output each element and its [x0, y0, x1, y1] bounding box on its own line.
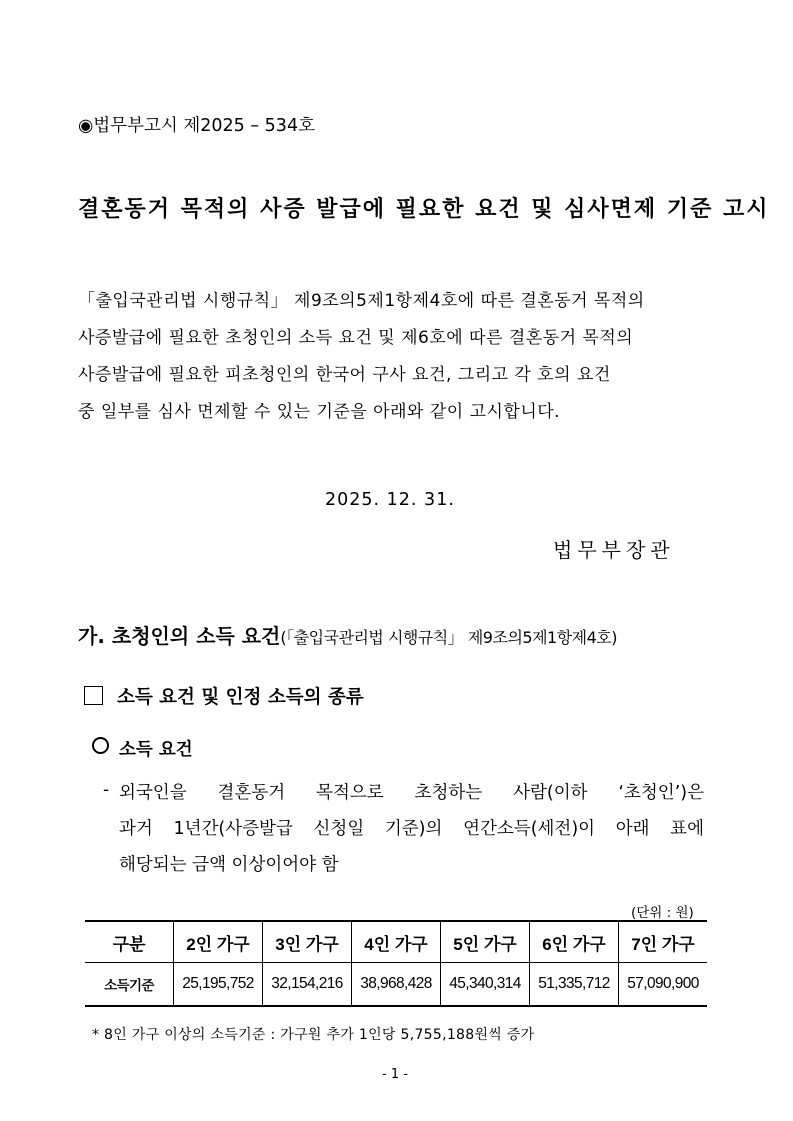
table-header-row [85, 921, 707, 963]
table-header-cell: 7인 가구 [619, 921, 708, 963]
notice-title: 결혼동거 목적의 사증 발급에 필요한 요건 및 심사면제 기준 고시 [78, 197, 770, 222]
table-header-cell: 6인 가구 [530, 921, 619, 963]
table-header-cell: 5인 가구 [441, 921, 530, 963]
signer: 법무부장관 [553, 538, 675, 562]
notice-date: 2025. 12. 31. [325, 490, 455, 510]
unit-note: (단위 : 원) [631, 905, 694, 921]
footnote: * 8인 가구 이상의 소득기준 : 가구원 추가 1인당 5,755,188원씩 증가 [92, 1027, 535, 1043]
table-cell: 51,335,712 [530, 963, 619, 1007]
section-reference: (「출입국관리법 시행규칙」 제9조의5제1항제4호) [280, 628, 618, 647]
paragraph-line: 해당되는 금액 이상이어야 함 [119, 855, 339, 875]
notice-number: ◉법무부고시 제2025 – 534호 [78, 116, 315, 136]
table-cell: 32,154,216 [263, 963, 352, 1007]
table-header-cell: 2인 가구 [174, 921, 263, 963]
item-heading-text: 소득 요건 [119, 740, 193, 760]
dash-bullet: - [103, 780, 110, 800]
circle-bullet-icon [92, 737, 109, 754]
square-bullet-icon [84, 686, 103, 705]
intro-line: 「출입국관리법 시행규칙」 제9조의5제1항제4호에 따른 결혼동거 목적의 [78, 291, 645, 311]
table-header-cell: 3인 가구 [263, 921, 352, 963]
subheading-text: 소득 요건 및 인정 소득의 종류 [117, 687, 364, 708]
intro-line: 중 일부를 심사 면제할 수 있는 기준을 아래와 같이 고시합니다. [78, 402, 561, 422]
page-number: - 1 - [382, 1067, 408, 1082]
income-table [85, 920, 707, 1007]
intro-paragraph [78, 283, 718, 431]
section-heading [78, 620, 617, 649]
item-heading [92, 736, 193, 761]
paragraph-line: 과거 1년간(사증발급 신청일 기준)의 연간소득(세전)이 아래 표에 [119, 819, 704, 839]
intro-line: 사증발급에 필요한 피초청인의 한국어 구사 요건, 그리고 각 호의 요건 [78, 365, 611, 385]
requirement-paragraph [119, 775, 704, 883]
table-cell: 25,195,752 [174, 963, 263, 1007]
section-title: 가. 초청인의 소득 요건 [78, 624, 281, 648]
table-header-cell: 4인 가구 [352, 921, 441, 963]
intro-line: 사증발급에 필요한 초청인의 소득 요건 및 제6호에 따른 결혼동거 목적의 [78, 328, 634, 348]
table-row-label: 소득기준 [85, 963, 174, 1007]
table-header-cell: 구분 [85, 921, 174, 963]
paragraph-line: 외국인을 결혼동거 목적으로 초청하는 사람(이하 ‘초청인’)은 [119, 783, 704, 803]
table-cell: 57,090,900 [619, 963, 708, 1007]
table-cell: 38,968,428 [352, 963, 441, 1007]
subheading [84, 683, 364, 709]
table-cell: 45,340,314 [441, 963, 530, 1007]
table-row [85, 963, 707, 1007]
